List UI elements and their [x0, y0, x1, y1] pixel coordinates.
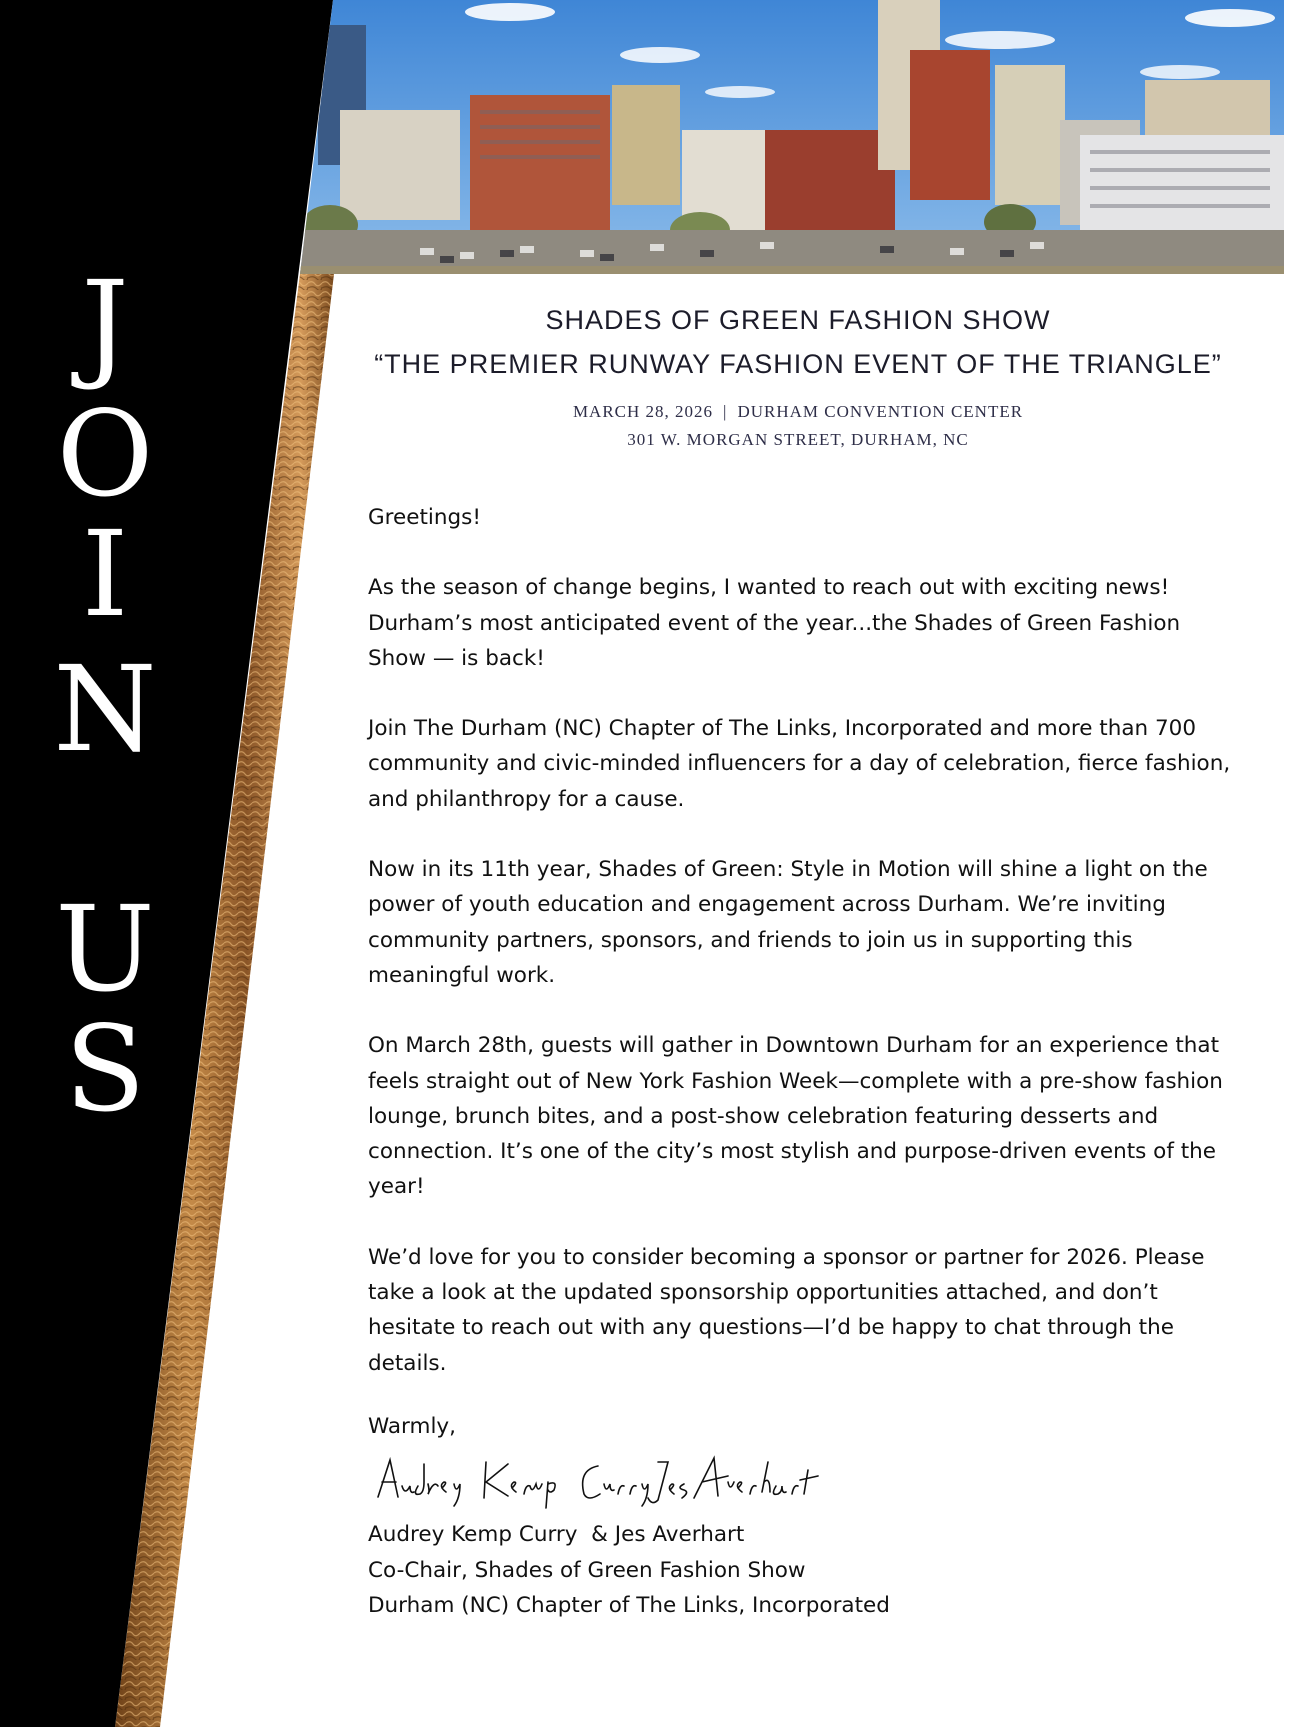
letter-n: N: [53, 640, 157, 778]
letter-j: J: [81, 255, 129, 393]
paragraph: Join The Durham (NC) Chapter of The Links, Incorporated and more than 700 community and civic-minded influencers for a day of celebration, fierce fashion, and philanthropy for a cause.: [368, 716, 1231, 812]
city-skyline-photo: [0, 0, 1296, 274]
event-venue: DURHAM CONVENTION CENTER: [737, 402, 1024, 421]
event-title: SHADES OF GREEN FASHION SHOW: [545, 305, 1051, 335]
signature-audrey-kemp-curry: [378, 1460, 648, 1508]
closing: Warmly,: [368, 1413, 456, 1439]
signature-block: [368, 1517, 1268, 1624]
paragraph: As the season of change begins, I wanted to reach out with exciting news! Durham’s most anticipated event of the year...the Shades of Green Fashion Show — is back!: [368, 575, 1181, 671]
signer-organization: Durham (NC) Chapter of The Links, Incorporated: [368, 1593, 890, 1618]
letter-u: U: [55, 880, 155, 1018]
letter-body: [368, 500, 1238, 1444]
paragraph: Now in its 11th year, Shades of Green: Style in Motion will shine a light on the power of youth education and engagement across Durham. We’re inviting community partners, sponsors, and friends to join us in supporting this meaningful work.: [368, 857, 1208, 988]
event-date-venue: [300, 398, 1296, 426]
event-address: 301 W. MORGAN STREET, DURHAM, NC: [627, 430, 969, 449]
paragraph: On March 28th, guests will gather in Downtown Durham for an experience that feels straight out of New York Fashion Week—complete with a pre-show fashion lounge, brunch bites, and a post-show celebration featuring desserts and connection. It’s one of the city’s most stylish and purpose-driven events of the year!: [368, 1033, 1223, 1200]
greeting: Greetings!: [368, 505, 481, 530]
letter-s: S: [64, 1000, 146, 1138]
event-tagline: “THE PREMIER RUNWAY FASHION EVENT OF THE TRIANGLE”: [374, 349, 1222, 379]
join-us-heading: [50, 255, 160, 1138]
signature-jes-averhart: [648, 1458, 818, 1503]
signer-names: Audrey Kemp Curry & Jes Averhart: [368, 1522, 745, 1547]
event-date: MARCH 28, 2026: [572, 402, 714, 421]
signer-title: Co-Chair, Shades of Green Fashion Show: [368, 1557, 806, 1583]
event-header: [300, 298, 1296, 454]
signatures: [368, 1452, 888, 1512]
separator: |: [723, 402, 728, 421]
letter-o: O: [56, 385, 154, 523]
paragraph: We’d love for you to consider becoming a sponsor or partner for 2026. Please take a look at the updated sponsorship opportunities attached, and don’t hesitate to reach out with any questions—I’d be happy to chat through the details.: [368, 1244, 1205, 1376]
letter-i: I: [81, 505, 129, 643]
